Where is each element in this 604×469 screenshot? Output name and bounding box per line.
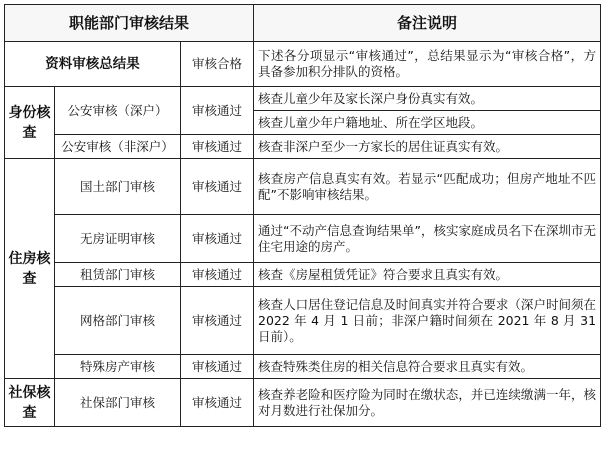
- item-name: 网格部门审核: [55, 287, 181, 355]
- table-row: [5, 135, 601, 159]
- review-result-table: [4, 4, 601, 427]
- category-identity: 身份核查: [5, 87, 55, 159]
- category-social-security: 社保核查: [5, 379, 55, 427]
- table-row: [5, 379, 601, 427]
- item-note: 核查房产信息真实有效。若显示“匹配成功；但房产地址不匹配”不影响审核结果。: [254, 159, 601, 215]
- item-result: 审核通过: [181, 355, 254, 379]
- table-row: [5, 87, 601, 111]
- document-page: [4, 4, 601, 427]
- item-note: 通过“不动产信息查询结果单”，核实家庭成员名下在深圳市无住宅用途的房产。: [254, 215, 601, 263]
- header-result-column: 职能部门审核结果: [5, 5, 254, 42]
- table-row: [5, 159, 601, 215]
- item-note: 核查养老险和医疗险为同时在缴状态，并已连续缴满一年，核对月数进行社保加分。: [254, 379, 601, 427]
- table-row: [5, 263, 601, 287]
- item-result: 审核通过: [181, 135, 254, 159]
- item-result: 审核通过: [181, 379, 254, 427]
- item-note: 核查特殊类住房的相关信息符合要求且真实有效。: [254, 355, 601, 379]
- item-name: 租赁部门审核: [55, 263, 181, 287]
- summary-label: 资料审核总结果: [5, 42, 181, 87]
- category-housing: 住房核查: [5, 159, 55, 379]
- item-result: 审核通过: [181, 263, 254, 287]
- item-name: 公安审核（非深户）: [55, 135, 181, 159]
- item-note: 核查《房屋租赁凭证》符合要求且真实有效。: [254, 263, 601, 287]
- summary-row: [5, 42, 601, 87]
- table-row: [5, 355, 601, 379]
- item-note: 核查儿童少年户籍地址、所在学区地段。: [254, 111, 601, 135]
- item-result: 审核通过: [181, 159, 254, 215]
- item-name: 特殊房产审核: [55, 355, 181, 379]
- item-result: 审核通过: [181, 287, 254, 355]
- item-result: 审核通过: [181, 215, 254, 263]
- item-name: 社保部门审核: [55, 379, 181, 427]
- item-name: 公安审核（深户）: [55, 87, 181, 135]
- summary-note: 下述各分项显示“审核通过”，总结果显示为“审核合格”，方具备参加积分排队的资格。: [254, 42, 601, 87]
- item-result: 审核通过: [181, 87, 254, 135]
- header-note-column: 备注说明: [254, 5, 601, 42]
- table-row: [5, 215, 601, 263]
- item-note: 核查儿童少年及家长深户身份真实有效。: [254, 87, 601, 111]
- summary-result: 审核合格: [181, 42, 254, 87]
- item-name: 无房证明审核: [55, 215, 181, 263]
- table-row: [5, 287, 601, 355]
- item-note: 核查非深户至少一方家长的居住证真实有效。: [254, 135, 601, 159]
- item-name: 国土部门审核: [55, 159, 181, 215]
- item-note: 核查人口居住登记信息及时间真实并符合要求（深户时间须在 2022 年 4 月 1 日前；非深户籍时间须在 2021 年 8 月 31 日前）。: [254, 287, 601, 355]
